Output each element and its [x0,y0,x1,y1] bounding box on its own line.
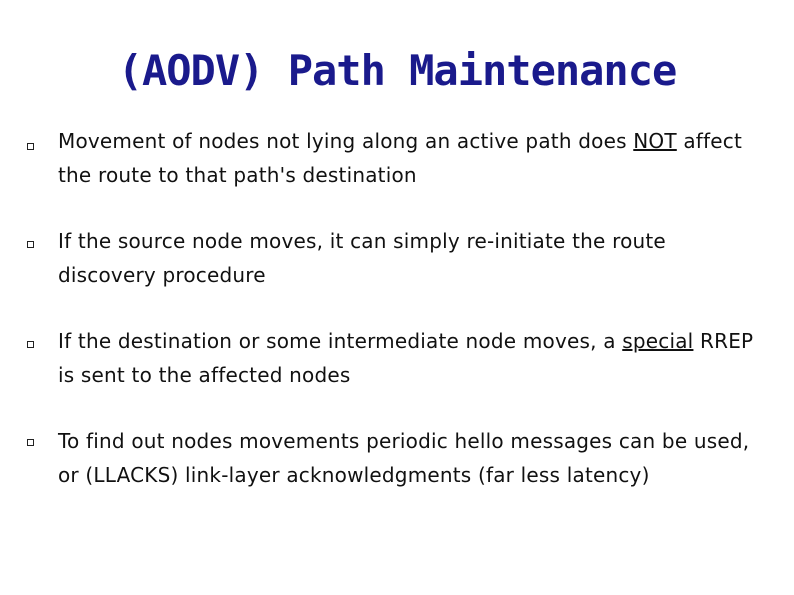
bullet-1-emphasis: NOT [633,129,677,153]
bullet-text-1 [58,124,758,192]
bullet-text-2: If the source node moves, it can simply re-initiate the route discovery procedure [58,229,666,287]
bullet-text-4: To find out nodes movements periodic hello messages can be used, or (LLACKS) link-layer acknowledgments (far less latency) [58,429,750,487]
square-bullet-icon [27,439,34,446]
square-bullet-icon [27,143,34,150]
square-bullet-icon [27,341,34,348]
square-bullet-icon [27,241,34,248]
bullet-1-text-before: Movement of nodes not lying along an active path does [58,129,634,153]
bullet-3-text-after: RREP is sent to the affected nodes [58,329,754,387]
bullet-1-text-after: affect the route to that path's destination [58,129,743,187]
bullet-3-text-before: If the destination or some intermediate node moves, a [58,329,623,353]
slide-title: (AODV) Path Maintenance [117,46,677,95]
bullet-3-emphasis: special [622,329,694,353]
bullet-text-3 [58,324,758,392]
